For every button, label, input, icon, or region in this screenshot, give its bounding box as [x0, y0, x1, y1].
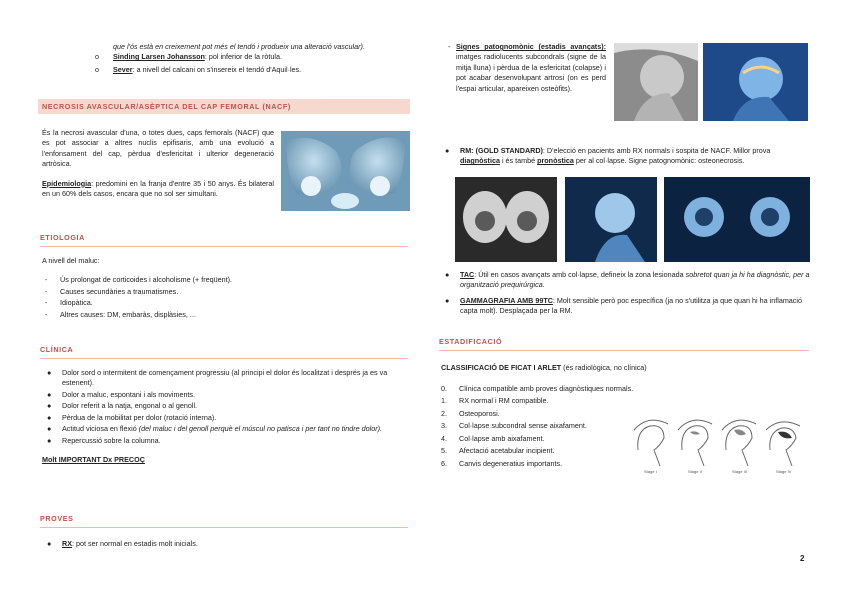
clinica-heading: CLÍNICA: [40, 345, 408, 359]
top-list-continuation: que l'ós està en creixement pot més el tendó i produeix una alteració vascular).: [113, 42, 365, 51]
necrosis-text: [42, 128, 274, 200]
mri-image-3: [664, 177, 810, 262]
etiologia-intro: A nivell del maluc:: [42, 256, 100, 265]
proves-section: [42, 539, 402, 550]
list-item: ● Dolor referit a la natja, engonal o al genoll.: [47, 401, 198, 411]
etiologia-heading: ETIOLOGIA: [40, 233, 408, 247]
mri-image-1: [455, 177, 557, 262]
list-item: ● Dolor sord o intermitent de començament progressiu (al principi el dolor és localitzat i després ja es va estenent).: [47, 368, 388, 388]
proves-heading: PROVES: [40, 514, 408, 528]
stage-label: Stage IV: [776, 469, 792, 474]
necrosis-heading: NECROSIS AVASCULAR/ASÈPTICA DEL CAP FEMORAL (NACF): [38, 99, 410, 114]
list-item: ● RM: (GOLD STANDARD): D'elecció en pacients amb RX normals i sospita de NACF. Millor prova diagnòstica i és també pronòstica per al col·lapse. Signe patognomònic: osteonecrosis.: [445, 146, 771, 166]
tac-gam-items: [440, 270, 810, 318]
epidemiology-paragraph: Epidemiologia: predomini en la franja d'entre 35 i 50 anys. És bilateral en un 60% dels casos, encara que no sol ser simultani.: [42, 178, 274, 199]
stage-label: Stage III: [732, 469, 747, 474]
signes-item: - Signes patognomònic (estadis avançats): imatges radiolucents subcondrals (signe de la mitja lluna) i pèrdua de la esfericitat (colapse) i pot acabar desenvolupant artrosi (on es perd l'espai articular, apareixen osteòfits).: [448, 42, 606, 93]
estadificacio-heading: ESTADIFICACIÓ: [439, 337, 809, 351]
rm-item: [440, 146, 810, 168]
list-item: 0. Clínica compatible amb proves diagnòstiques normals.: [441, 384, 634, 393]
list-item: ● GAMMAGRAFIA AMB 99TC: Molt sensible però poc específica (ja no s'utilitza ja que quan hi ha inflamació capta molt). Desplaçada per la RM.: [445, 295, 802, 316]
stage-label: Stage I: [644, 469, 657, 474]
list-item: 4. Col·lapse amb aixafament.: [441, 433, 545, 443]
list-item: 6. Canvis degeneratius importants.: [441, 458, 563, 468]
list-item: - Causes secundàries a traumatismes.: [42, 287, 402, 297]
list-item: ● RX: pot ser normal en estadis molt inicials.: [47, 539, 198, 548]
list-item: - Ús prolongat de corticoides i alcoholisme (+ freqüent).: [42, 275, 402, 285]
clinica-section: [42, 368, 407, 466]
list-item: 2. Osteoporosi.: [441, 408, 500, 418]
important-note: Molt IMPORTANT Dx PRECOÇ: [42, 455, 145, 465]
stage-label: Stage II: [688, 469, 702, 474]
list-item: o Sever: a nivell del calcani on s'insereix el tendó d'Aquil·les.: [95, 64, 302, 74]
page-number: 2: [800, 554, 805, 563]
necrosis-paragraph: És la necrosi avascular d'una, o totes dues, caps femorals (NACF) que es pot associar a altres nuclis epifisaris, amb una evolució a l'enfonsament del cap, pèrdua d'esfericitat i ulterior degeneració artròsica.: [42, 128, 274, 169]
stages-list: [441, 384, 641, 471]
list-item: - Altres causes: DM, embaràs, displàsies, ...: [42, 310, 402, 320]
list-item: 3. Col·lapse subcondral sense aixafament.: [441, 421, 587, 431]
hip-xray-image: [614, 43, 698, 121]
list-item: ● TAC: Útil en casos avançats amb col·lapse, defineix la zona lesionada sobretot quan ja hi ha diagnòstic, per a organització prequirúrgica.: [445, 270, 810, 290]
list-item: o Sinding Larsen Johansson: pol inferior de la ròtula.: [95, 52, 282, 62]
mri-image-2: [565, 177, 657, 262]
list-item: - Idiopàtica.: [42, 298, 402, 308]
hip-xray-colored-image: [703, 43, 808, 121]
list-item: ● Pèrdua de la mobilitat per dolor (rotació interna).: [47, 412, 217, 422]
top-list: [85, 42, 415, 77]
list-item: 5. Afectació acetabular incipient.: [441, 446, 555, 456]
ficat-stages-diagram: [630, 410, 810, 474]
list-item: ● Dolor a maluc, espontani i als moviments.: [47, 389, 196, 399]
list-item: ● Actitud viciosa en flexió (del maluc i del genoll perquè el múscul no patisca i per tant no tindre dolor).: [47, 424, 383, 434]
etiologia-section: [42, 256, 402, 321]
list-item: ● Repercussió sobre la columna.: [47, 435, 161, 445]
list-item: 1. RX normal i RM compatible.: [441, 396, 549, 406]
pelvis-xray-image: [281, 131, 410, 211]
classification-label: CLASSIFICACIÓ DE FICAT I ARLET (és radiològica, no clínica): [441, 363, 647, 372]
